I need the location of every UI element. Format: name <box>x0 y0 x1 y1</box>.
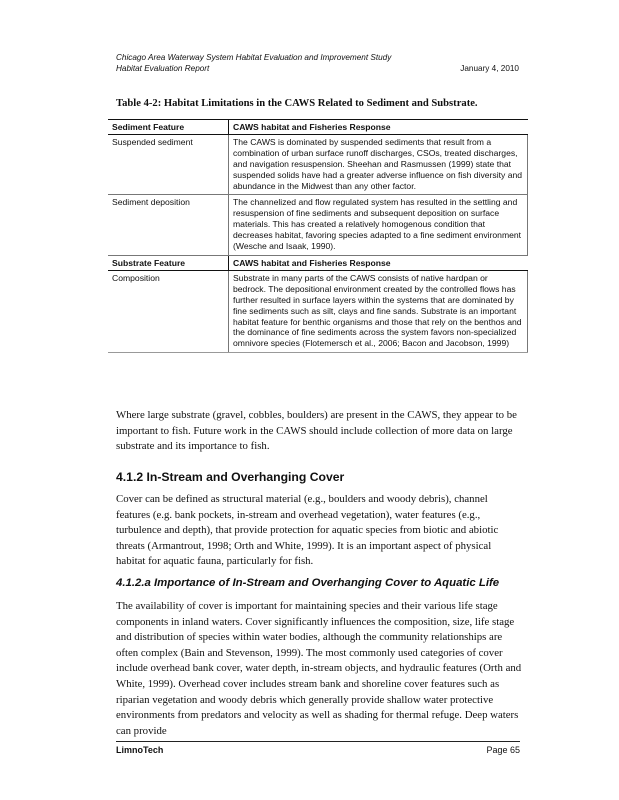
page-number: Page 65 <box>486 745 520 755</box>
table-cell-response: The channelized and flow regulated system has resulted in the settling and resuspension of fine sediments and subsequent deposition on surface materials. This has created a relatively homogenous condition that decreases habitat, favoring species adapted to a fine sediment environment (Wesche and Isaak, 1990). <box>229 195 528 256</box>
header-report-title: Habitat Evaluation Report <box>116 64 210 73</box>
footer-divider <box>116 741 520 742</box>
paragraph-large-substrate: Where large substrate (gravel, cobbles, boulders) are present in the CAWS, they appear to be important to fish. Future work in the CAWS should include collection of more data on large substrate and its importance to fish. <box>116 409 517 453</box>
table-title: Table 4-2: Habitat Limitations in the CAWS Related to Sediment and Substrate. <box>116 98 478 109</box>
table-cell-feature: Sediment deposition <box>108 195 229 256</box>
paragraph-cover-definition: Cover can be defined as structural material (e.g., boulders and woody debris), channel features (e.g. bank pockets, in-stream and overhead vegetation), water features (e.g., turbulence and depth), that provide protection for aquatic species from biotic and abiotic threats (Armantrout, 1998; Orth and White, 1999). It is an important aspect of physical habitat for aquatic fauna, particularly for fish. <box>116 493 499 568</box>
footer-brand: LimnoTech <box>116 745 164 755</box>
table-row <box>108 270 528 352</box>
running-header <box>116 52 519 74</box>
paragraph-cover-importance: The availability of cover is important for maintaining species and their various life stage components in inland waters. Cover significantly influences the composition, size, life stage and distribution of species within water bodies, although the community relationships are often complex (Bain and Stevenson, 1999). The most commonly used categories of cover include overhead bank cover, water depth, in-stream objects, and hydraulic features (Orth and White, 1999). Overhead cover includes stream bank and shoreline cover features such as riparian vegetation and woody debris which generally provide shallow water protective environments from predators and velocity as well as shading for thermal refuge. Deep waters can provide <box>116 600 522 737</box>
column-header: CAWS habitat and Fisheries Response <box>229 255 528 270</box>
header-study-title: Chicago Area Waterway System Habitat Evaluation and Improvement Study <box>116 53 392 62</box>
table-row <box>108 134 528 195</box>
column-header: Substrate Feature <box>108 255 229 270</box>
page-footer <box>116 745 520 755</box>
table-row <box>108 195 528 256</box>
table-header-row <box>108 120 528 135</box>
table-cell-feature: Composition <box>108 270 229 352</box>
subsection-heading-4-1-2-a: 4.1.2.a Importance of In-Stream and Overhanging Cover to Aquatic Life <box>116 577 500 589</box>
table-header-row <box>108 255 528 270</box>
table-cell-response: The CAWS is dominated by suspended sediments that result from a combination of urban surface runoff discharges, CSOs, treated discharges, and navigation resuspension. Sheehan and Rasmussen (1999) state that suspended solids have had a greater adverse influence on fish diversity and abundance in the Midwest than any other factor. <box>229 134 528 195</box>
column-header: CAWS habitat and Fisheries Response <box>229 120 528 135</box>
table-cell-feature: Suspended sediment <box>108 134 229 195</box>
table-cell-response: Substrate in many parts of the CAWS consists of native hardpan or bedrock. The depositional environment created by the controlled flows has further resulted in surface layers within the systems that are dominated by fine sediments such as silt, clays and fine sands. Substrate is an important habitat feature for benthic organisms and those that rely on the benthos and the dominance of fine sediments across the system favors non-specialized omnivore species (Flotemersch et al., 2006; Bacon and Jacobson, 1999) <box>229 270 528 352</box>
habitat-limitations-table <box>108 119 528 353</box>
section-heading-4-1-2: 4.1.2 In-Stream and Overhanging Cover <box>116 470 345 484</box>
header-date: January 4, 2010 <box>460 64 519 73</box>
column-header: Sediment Feature <box>108 120 229 135</box>
